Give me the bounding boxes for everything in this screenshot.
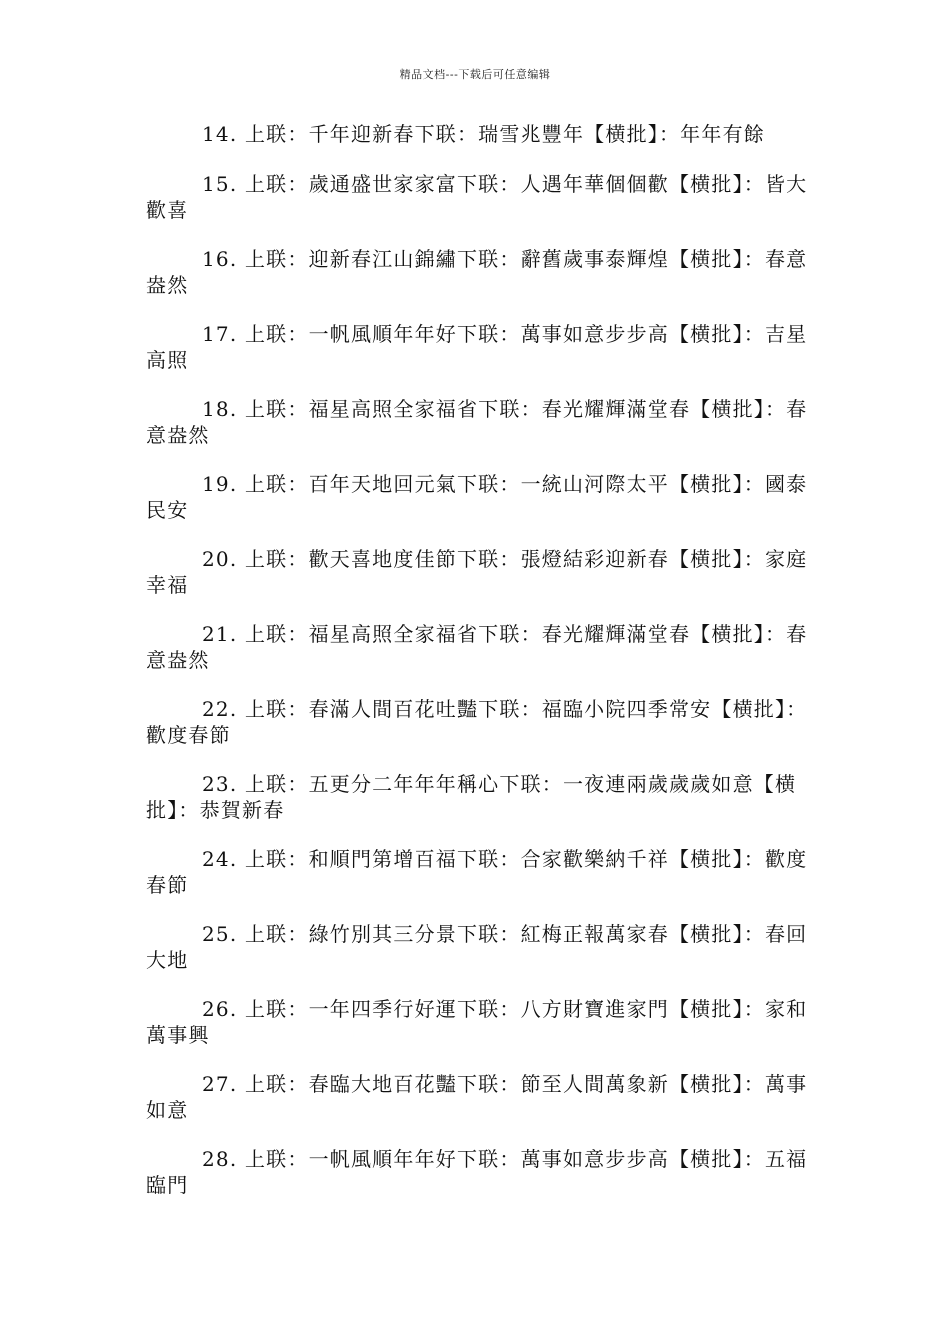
couplet-18: 18. 上联：福星高照全家福省下联：春光耀輝滿堂春【横批】：春意盎然	[146, 397, 808, 447]
couplet-23: 23. 上联：五更分二年年年稱心下联：一夜連兩歲歲歲如意【横批】：恭賀新春	[146, 772, 797, 822]
couplet-25: 25. 上联：綠竹別其三分景下联：紅梅正報萬家春【横批】：春回大地	[146, 922, 808, 972]
couplet-21: 21. 上联：福星高照全家福省下联：春光耀輝滿堂春【横批】：春意盎然	[146, 622, 808, 672]
couplet-28: 28. 上联：一帆風順年年好下联：萬事如意步步高【横批】：五福臨門	[146, 1147, 808, 1197]
couplet-list	[146, 121, 826, 1221]
couplet-17: 17. 上联：一帆風順年年好下联：萬事如意步步高【横批】：吉星高照	[146, 322, 808, 372]
couplet-20: 20. 上联：歡天喜地度佳節下联：張燈結彩迎新春【横批】：家庭幸福	[146, 547, 808, 597]
couplet-19: 19. 上联：百年天地回元氣下联：一統山河際太平【横批】：國泰民安	[146, 472, 808, 522]
page-header: 精品文档---下载后可任意编辑	[399, 68, 551, 81]
couplet-14: 14. 上联：千年迎新春下联：瑞雪兆豐年【横批】：年年有餘	[202, 122, 765, 146]
couplet-27: 27. 上联：春臨大地百花豔下联：節至人間萬象新【横批】：萬事如意	[146, 1072, 808, 1122]
couplet-24: 24. 上联：和順門第增百福下联：合家歡樂納千祥【横批】：歡度春節	[146, 847, 808, 897]
couplet-16: 16. 上联：迎新春江山錦繡下联：辭舊歲事泰輝煌【横批】：春意盎然	[146, 247, 808, 297]
couplet-26: 26. 上联：一年四季行好運下联：八方財寶進家門【横批】：家和萬事興	[146, 997, 808, 1047]
couplet-22: 22. 上联：春滿人間百花吐豔下联：福臨小院四季常安【横批】：歡度春節	[146, 697, 808, 747]
couplet-15: 15. 上联：歲通盛世家家富下联：人遇年華個個歡【横批】：皆大歡喜	[146, 172, 808, 222]
